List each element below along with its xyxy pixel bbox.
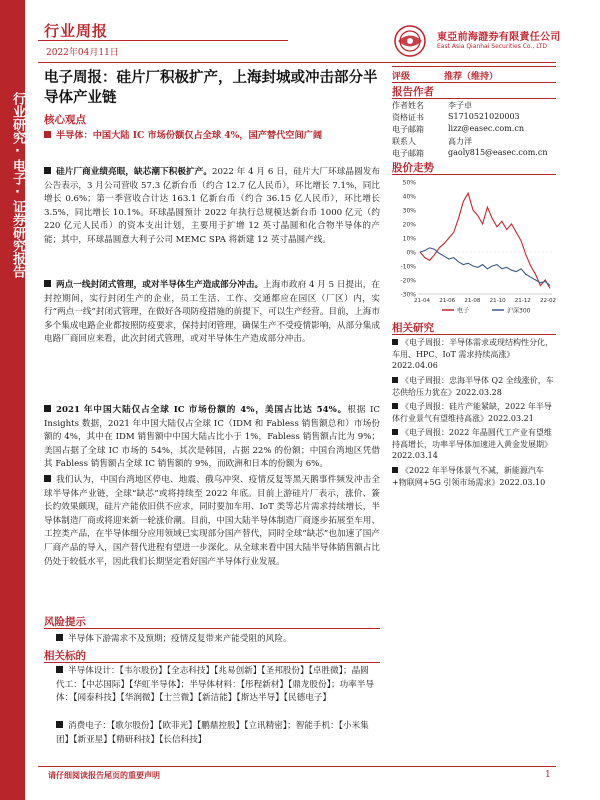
analysts-heading: 报告作者 bbox=[392, 86, 434, 98]
author-row bbox=[392, 136, 556, 148]
stocks-heading: 相关标的 bbox=[44, 650, 86, 662]
company-name-cn: 東亞前海證券有限責任公司 bbox=[437, 32, 561, 43]
risk-heading: 风险提示 bbox=[44, 616, 86, 628]
stocks-consumer bbox=[56, 720, 376, 747]
legend-label: 电子 bbox=[457, 307, 470, 315]
rating-top-rule bbox=[392, 66, 556, 67]
related-item-text: 《电子周报：2022 年晶圆代工产业有望维持高增长，功率半导体加速进入黄金发展期》2022.03.14 bbox=[392, 428, 552, 460]
bullet-semiconductor-title: 半导体：中国大陆 IC 市场份额仅占全球 4%，国产替代空间广阔 bbox=[56, 130, 323, 141]
rating-value: 推荐（维持） bbox=[444, 72, 499, 82]
sidebar-label: 行业研究·电子·证券研究报告 bbox=[10, 92, 25, 278]
section-title: 行业周报 bbox=[44, 22, 109, 40]
x-tick-label: 21-06 bbox=[439, 298, 456, 304]
paragraph-wafer-body: 2022 年 4 月 6 日，硅片大厂环球晶圆发布公告表示，3 月公司营收 57.3 亿新台币（约合 12.7 亿人民币），环比增长 7.1%，同比增长 0.6%；第一季营收合计达 163.1 亿新台币（约合 36.15 亿人民币），环比增长 3.5%，同比增长 10.1%。环球晶圆预计 2022 年执行总规模达新台币 1000 亿元（约 220 亿元人民币）的资本支出计划，主要用于扩增 12 英寸晶圆和化合物半导体的产能；其中，环球晶圆意大利子公司 MEMC SPA 将新建 12 英寸晶圆产线。 bbox=[44, 167, 380, 245]
series-line-electronics bbox=[420, 193, 550, 288]
bullet-square-icon bbox=[56, 634, 63, 641]
bullet-square-icon bbox=[44, 475, 51, 482]
x-tick-label: 21-10 bbox=[489, 298, 506, 304]
bullet-square-icon bbox=[44, 167, 51, 174]
y-tick-label: -20% bbox=[400, 277, 416, 285]
y-tick-label: 20% bbox=[402, 221, 416, 229]
y-tick-label: 0% bbox=[406, 249, 416, 257]
author-key: 联系人 bbox=[392, 137, 416, 146]
bullet-square-icon bbox=[392, 377, 398, 383]
related-heading: 相关研究 bbox=[392, 322, 434, 334]
paragraph-outlook bbox=[44, 474, 380, 569]
header-rule bbox=[38, 62, 556, 63]
paragraph-outlook-body: 我们认为，中国台湾地区停电、地震、俄乌冲突、疫情反复等黑天鹅事件频发冲击全球半导体产业链，全球“缺芯”或将持续至 2022 年底。目前上游硅片厂表示，涨价、簽长约效果颇现，硅片产能依旧供不应求，同时要加车用、IoT 类等芯片需求持续增长，半导体制造厂商或将迎来新一轮涨价潮。目前，中国大陆半导体制造厂商逐步拓展至车用、工控类产品，在半导体细分应用领域已实现部分国产替代，同时全球“缺芯”也加速了国产厂商产品的导入，国产替代进程有望进一步深化。从全球来看中国大陆半导体销售额占比仍处于较低水平，因此我们长期坚定看好国产半导体行业发展。 bbox=[44, 475, 380, 567]
bullet-square-icon bbox=[392, 339, 398, 345]
bullet-square-icon bbox=[44, 131, 51, 138]
author-row bbox=[392, 112, 556, 124]
x-tick-label: 21-08 bbox=[464, 298, 481, 304]
left-sidebar-band bbox=[0, 0, 25, 800]
author-value: 李子卓 bbox=[448, 101, 472, 110]
related-item-text: 《电子周报：硅片产能紧缺，2022 年半导体行业景气有望维持高涨》2022.03.21 bbox=[392, 402, 552, 423]
x-tick-label: 22-02 bbox=[540, 298, 556, 304]
bullet-square-icon bbox=[392, 429, 398, 435]
bullet-square-icon bbox=[392, 403, 398, 409]
analysts-rule bbox=[392, 98, 556, 99]
rating-row bbox=[392, 68, 556, 82]
related-item[interactable] bbox=[392, 427, 556, 462]
paragraph-lockdown-lead: 两点一线封闭式管理，或对半导体生产造成部分冲击。 bbox=[56, 280, 264, 290]
author-key: 电子邮箱 bbox=[392, 149, 424, 158]
related-item-text: 《电子周报：半导体需求或现结构性分化，车用、HPC、IoT 需求持续高涨》2022.04.06 bbox=[392, 338, 553, 370]
paragraph-market-share bbox=[44, 404, 380, 472]
stocks-divider bbox=[44, 662, 380, 663]
paragraph-wafer-lead: 硅片厂商业绩亮眼，缺芯潮下积极扩产。 bbox=[56, 167, 212, 177]
footer-disclaimer[interactable]: 请仔细阅读报告尾页的重要声明 bbox=[48, 770, 160, 780]
author-row bbox=[392, 124, 556, 136]
y-tick-label: 10% bbox=[402, 235, 416, 243]
related-item-text: 《2022 年半导体景气不减，新能源汽车+物联网+5G 引领市场需求》2022.03.10 bbox=[392, 466, 546, 487]
related-item[interactable] bbox=[392, 401, 556, 424]
author-row bbox=[392, 148, 556, 160]
rating-label: 评级 bbox=[392, 72, 411, 82]
y-tick-label: 30% bbox=[402, 207, 416, 215]
y-tick-label: 50% bbox=[402, 179, 416, 187]
risk-divider bbox=[44, 628, 380, 629]
legend-label: 沪深300 bbox=[507, 307, 531, 315]
related-item-text: 《电子周报：忠海半导体 Q2 全线涨价，车芯供给压力犹在》2022.03.28 bbox=[392, 376, 554, 397]
bullet-square-icon bbox=[56, 666, 63, 673]
author-row bbox=[392, 100, 556, 112]
author-value: S1710521020003 bbox=[448, 112, 520, 121]
bullet-semiconductor bbox=[44, 128, 380, 143]
paragraph-market-share-body: 根据 IC Insights 数据，2021 年中国大陆仅占全球 IC（IDM 和 Fabless 销售额总和）市场份额的 4%，其中在 IDM 销售额中中国大陆占比小于 1%，Fabless 销售额占比为 9%；美国占据了全球 IC 市场的 54%，其次是韩国，占据 22% 的份额；中国台湾地区凭借其 Fabless 销售额占全球 IC 销售额的 9%，而欧洲和日本的份额为 6%。 bbox=[44, 405, 381, 470]
stocks-semis bbox=[56, 665, 376, 706]
risk-text bbox=[56, 632, 291, 644]
related-item[interactable] bbox=[392, 375, 556, 398]
paragraph-wafer bbox=[44, 166, 380, 248]
paragraph-market-share-lead: 2021 年中国大陆仅占全球 IC 市场份额的 4%，美国占比达 54%。 bbox=[56, 405, 348, 415]
x-tick-label: 21-04 bbox=[414, 298, 430, 304]
company-logo bbox=[393, 20, 561, 64]
related-item[interactable] bbox=[392, 337, 556, 372]
footer-rule bbox=[38, 766, 556, 767]
logo-mark-icon bbox=[393, 24, 427, 58]
author-key: 作者姓名 bbox=[392, 101, 424, 110]
author-key: 电子邮箱 bbox=[392, 125, 424, 134]
report-title: 电子周报：硅片厂积极扩产，上海封城或冲击部分半导体产业链 bbox=[44, 69, 378, 106]
stocks-semis-text: 半导体设计：【韦尔股份】【全志科技】【兆易创新】【圣邦股份】【卓胜微】；晶圆代工：【中芯国际】【华虹半导体】；半导体材料：【彤程新材】【鼎龙股份】；功率半导体：【闻泰科技】【华润微】【士兰微】【新洁能】【斯达半导】【民德电子】 bbox=[56, 666, 374, 704]
y-tick-label: -10% bbox=[400, 263, 416, 271]
author-email-link[interactable]: gaoly815@easec.com.cn bbox=[448, 148, 548, 157]
bullet-square-icon bbox=[44, 280, 51, 287]
author-email-link[interactable]: lizz@easec.com.cn bbox=[448, 124, 524, 133]
bullet-square-icon bbox=[56, 721, 63, 728]
company-name-en: East Asia Qianhai Securities Co., LTD bbox=[437, 43, 548, 50]
x-tick-label: 21-12 bbox=[514, 298, 531, 304]
paragraph-lockdown bbox=[44, 279, 380, 347]
chart-heading: 股价走势 bbox=[392, 162, 434, 174]
related-rule bbox=[392, 334, 556, 335]
bullet-square-icon bbox=[392, 467, 398, 473]
report-date: 2022年04月11日 bbox=[46, 48, 119, 58]
page-number: 1 bbox=[545, 770, 551, 780]
author-key: 资格证书 bbox=[392, 113, 424, 122]
risk-body: 半导体下游需求不及预期；疫情反复带来产能受阻的风险。 bbox=[68, 634, 292, 644]
author-value: 高力洋 bbox=[448, 137, 472, 146]
related-item[interactable] bbox=[392, 465, 556, 488]
bullet-square-icon bbox=[44, 405, 51, 412]
price-trend-chart bbox=[392, 176, 556, 316]
core-heading: 核心观点 bbox=[44, 114, 86, 126]
header-underline bbox=[38, 40, 288, 41]
y-tick-label: 40% bbox=[402, 193, 416, 201]
y-tick-label: -30% bbox=[400, 291, 416, 299]
paragraph-lockdown-body: 上海市政府 4 月 5 日提出，在封控期间，实行封闭生产的企业，员工生活、工作、交通都应在园区（厂区）内，实行“两点一线”封闭式管理，在做好各项防疫措施的前提下，可以生产经营。目前，上海市多个集成电路企业都按照防疫要求，保持封闭管理，确保生产不受疫情影响，从部分集成电路厂商回应来看，此次封闭式管理，或对半导体生产造成部分冲击。 bbox=[44, 280, 380, 345]
rating-bottom-rule bbox=[392, 82, 556, 83]
stocks-consumer-text: 消费电子：【歌尔股份】【欧菲光】【鹏鼎控股】【立讯精密】；智能手机：【小米集团】【新亚星】【精研科技】【长信科技】 bbox=[56, 721, 369, 745]
chart-rule bbox=[392, 174, 556, 175]
